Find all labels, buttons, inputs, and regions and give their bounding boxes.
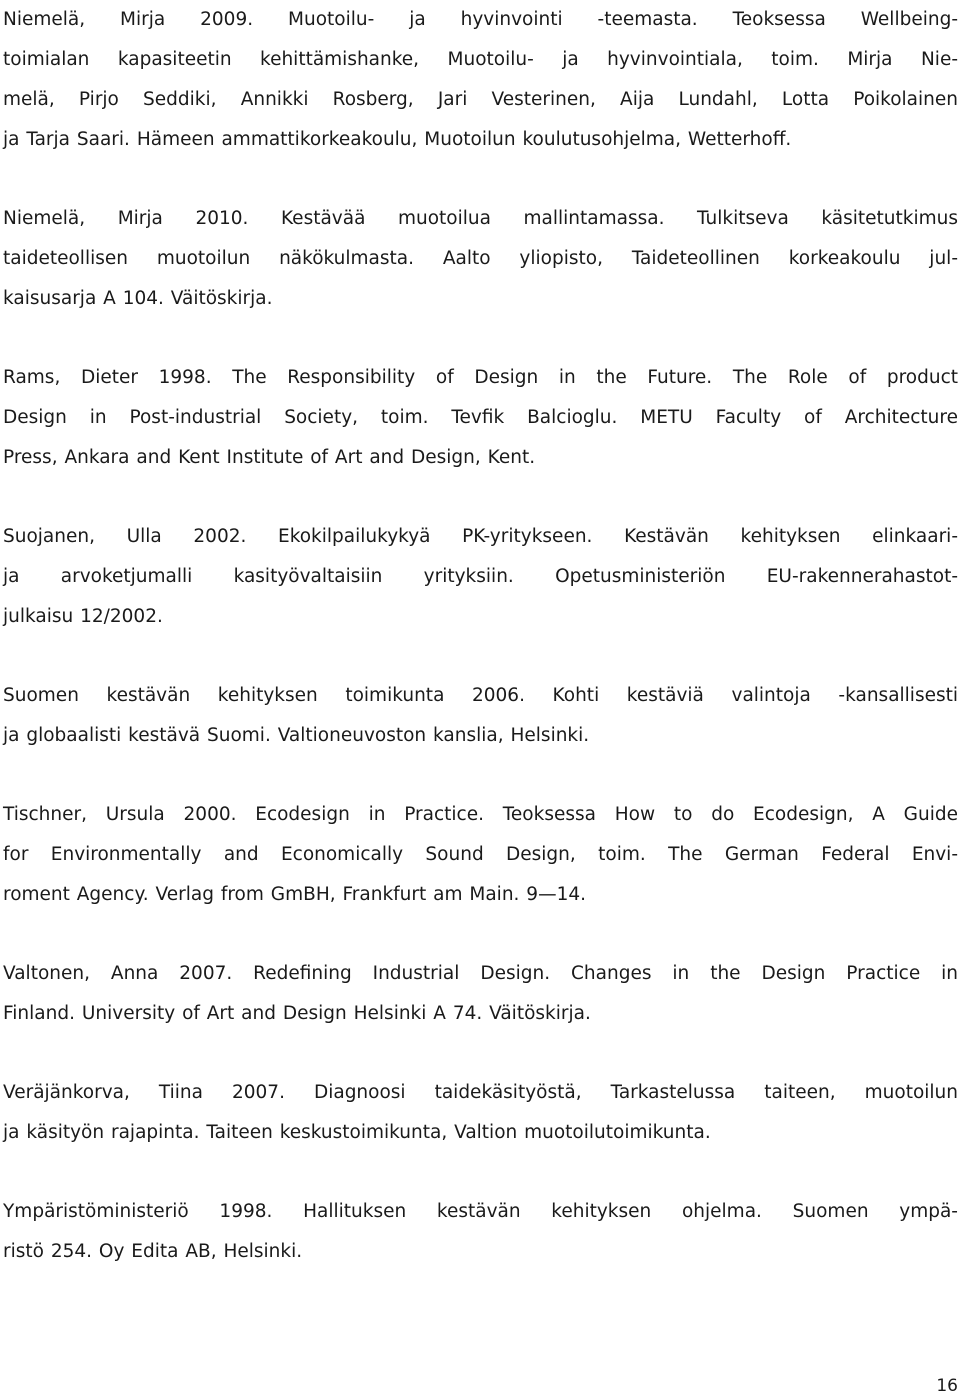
reference-line: Rams, Dieter 1998. The Responsibility of Design in the Future. The Role of product [3,367,958,388]
reference-line: ristö 254. Oy Edita AB, Helsinki. [3,1241,303,1262]
reference-line: ja Tarja Saari. Hämeen ammattikorkeakoulu, Muotoilun koulutusohjelma, Wetterhoff. [3,129,792,150]
reference-line: Suojanen, Ulla 2002. Ekokilpailukykyä PK-yritykseen. Kestävän kehityksen elinkaari- [3,526,958,547]
reference-line: Suomen kestävän kehityksen toimikunta 2006. Kohti kestäviä valintoja -kansallisesti [3,685,958,706]
reference-line: Design in Post-industrial Society, toim. Tevfik Balcioglu. METU Faculty of Architecture [3,407,958,428]
reference-line: melä, Pirjo Seddiki, Annikki Rosberg, Jari Vesterinen, Aija Lundahl, Lotta Poikolainen [3,89,958,110]
reference-niemela-2010 [3,199,958,319]
reference-line: Niemelä, Mirja 2009. Muotoilu- ja hyvinvointi -teemasta. Teoksessa Wellbeing- [3,9,958,30]
reference-verajankorva-2007 [3,1073,958,1153]
reference-line: Niemelä, Mirja 2010. Kestävää muotoilua mallintamassa. Tulkitseva käsitetutkimus [3,208,958,229]
reference-line: taideteollisen muotoilun näkökulmasta. Aalto yliopisto, Taideteollinen korkeakoulu jul- [3,248,958,269]
reference-line: ja arvoketjumalli kasityövaltaisiin yrityksiin. Opetusministeriön EU-rakennerahastot- [3,566,958,587]
reference-suojanen-2002 [3,517,958,637]
reference-niemela-2009 [3,0,958,160]
reference-line: kaisusarja A 104. Väitöskirja. [3,288,273,309]
reference-line: Finland. University of Art and Design Helsinki A 74. Väitöskirja. [3,1003,591,1024]
reference-line: Tischner, Ursula 2000. Ecodesign in Practice. Teoksessa How to do Ecodesign, A Guide [3,804,958,825]
reference-ymparistoministerio-1998 [3,1192,958,1272]
reference-line: for Environmentally and Economically Sound Design, toim. The German Federal Envi- [3,844,958,865]
reference-line: Valtonen, Anna 2007. Redefining Industrial Design. Changes in the Design Practice in [3,963,958,984]
reference-line: ja käsityön rajapinta. Taiteen keskustoimikunta, Valtion muotoilutoimikunta. [3,1122,711,1143]
reference-line: Veräjänkorva, Tiina 2007. Diagnoosi taidekäsityöstä, Tarkastelussa taiteen, muotoilun [3,1082,958,1103]
reference-line: ja globaalisti kestävä Suomi. Valtioneuvoston kanslia, Helsinki. [3,725,590,746]
reference-line: Press, Ankara and Kent Institute of Art and Design, Kent. [3,447,536,468]
reference-rams-1998 [3,358,958,478]
reference-line: toimialan kapasiteetin kehittämishanke, Muotoilu- ja hyvinvointiala, toim. Mirja Nie- [3,49,958,70]
reference-line: roment Agency. Verlag from GmBH, Frankfurt am Main. 9—14. [3,884,586,905]
reference-line: Ympäristöministeriö 1998. Hallituksen kestävän kehityksen ohjelma. Suomen ympä- [3,1201,958,1222]
page-number: 16 [936,1376,958,1396]
reference-line: julkaisu 12/2002. [3,606,163,627]
reference-tischner-2000 [3,795,958,915]
reference-list [3,0,958,1311]
reference-kestavan-kehityksen-toimikunta-2006 [3,676,958,756]
reference-valtonen-2007 [3,954,958,1034]
